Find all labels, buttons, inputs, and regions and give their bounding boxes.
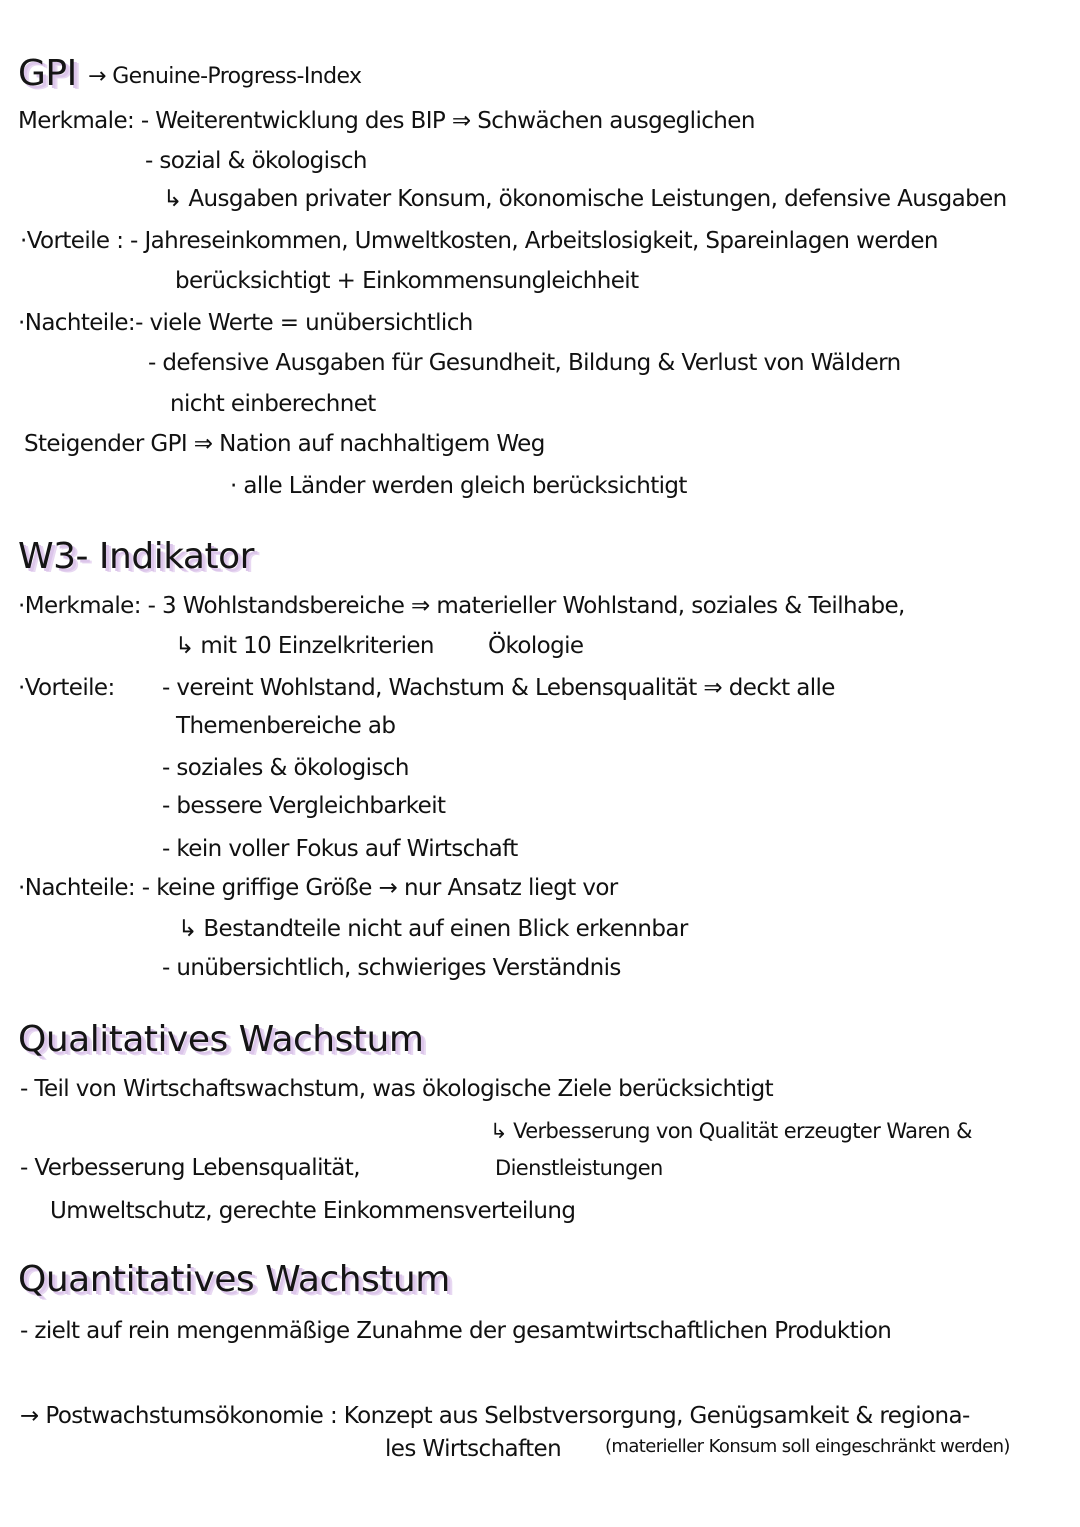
heading-gpi-title: GPI bbox=[18, 53, 77, 94]
note-line: ↳ Verbesserung von Qualität erzeugter Waren & bbox=[490, 1119, 972, 1143]
heading-w3-indikator: W3- Indikator bbox=[18, 536, 254, 577]
heading-gpi bbox=[18, 52, 77, 96]
note-line: ·Nachteile:- viele Werte = unübersichtlich bbox=[18, 310, 473, 336]
note-line: Steigender GPI ⇒ Nation auf nachhaltigem Weg bbox=[24, 431, 545, 457]
note-line: Ökologie bbox=[488, 633, 584, 659]
note-line: - sozial & ökologisch bbox=[145, 148, 367, 174]
note-line: ·Vorteile: bbox=[18, 675, 115, 701]
note-line: ·Nachteile: - keine griffige Größe → nur Ansatz liegt vor bbox=[18, 875, 618, 901]
note-line: - vereint Wohlstand, Wachstum & Lebensqualität ⇒ deckt alle bbox=[162, 675, 835, 701]
heading-quantitatives-wachstum: Quantitatives Wachstum bbox=[18, 1259, 450, 1300]
note-line: - defensive Ausgaben für Gesundheit, Bildung & Verlust von Wäldern bbox=[148, 350, 901, 376]
note-line: les Wirtschaften bbox=[385, 1436, 562, 1462]
gpi-subtitle: → Genuine-Progress-Index bbox=[88, 64, 362, 89]
note-line: berücksichtigt + Einkommensungleichheit bbox=[175, 268, 639, 294]
note-line: Merkmale: - Weiterentwicklung des BIP ⇒ Schwächen ausgeglichen bbox=[18, 108, 755, 134]
note-line: ·Merkmale: - 3 Wohlstandsbereiche ⇒ materieller Wohlstand, soziales & Teilhabe, bbox=[18, 593, 905, 619]
note-line: nicht einberechnet bbox=[170, 391, 376, 417]
note-line: → Postwachstumsökonomie : Konzept aus Selbstversorgung, Genügsamkeit & regiona- bbox=[20, 1403, 970, 1429]
note-line: - soziales & ökologisch bbox=[162, 755, 409, 781]
note-line: ↳ Bestandteile nicht auf einen Blick erkennbar bbox=[178, 916, 688, 942]
heading-qualitatives-wachstum: Qualitatives Wachstum bbox=[18, 1019, 424, 1060]
note-line: - Teil von Wirtschaftswachstum, was ökologische Ziele berücksichtigt bbox=[20, 1076, 774, 1102]
note-line: · alle Länder werden gleich berücksichtigt bbox=[230, 473, 687, 499]
note-line: ↳ mit 10 Einzelkriterien bbox=[175, 633, 434, 659]
note-line: Themenbereiche ab bbox=[176, 713, 396, 739]
note-line: - unübersichtlich, schwieriges Verständnis bbox=[162, 955, 621, 981]
note-line: Dienstleistungen bbox=[495, 1156, 663, 1180]
note-line: - kein voller Fokus auf Wirtschaft bbox=[162, 836, 518, 862]
note-line: (materieller Konsum soll eingeschränkt werden) bbox=[605, 1436, 1010, 1457]
note-line: - zielt auf rein mengenmäßige Zunahme der gesamtwirtschaftlichen Produktion bbox=[20, 1318, 892, 1344]
note-line: Umweltschutz, gerechte Einkommensverteilung bbox=[50, 1198, 576, 1224]
note-line: - Verbesserung Lebensqualität, bbox=[20, 1155, 360, 1181]
note-line: ·Vorteile : - Jahreseinkommen, Umweltkosten, Arbeitslosigkeit, Spareinlagen werden bbox=[20, 228, 938, 254]
note-line: ↳ Ausgaben privater Konsum, ökonomische Leistungen, defensive Ausgaben bbox=[163, 186, 1007, 212]
note-line: - bessere Vergleichbarkeit bbox=[162, 793, 446, 819]
